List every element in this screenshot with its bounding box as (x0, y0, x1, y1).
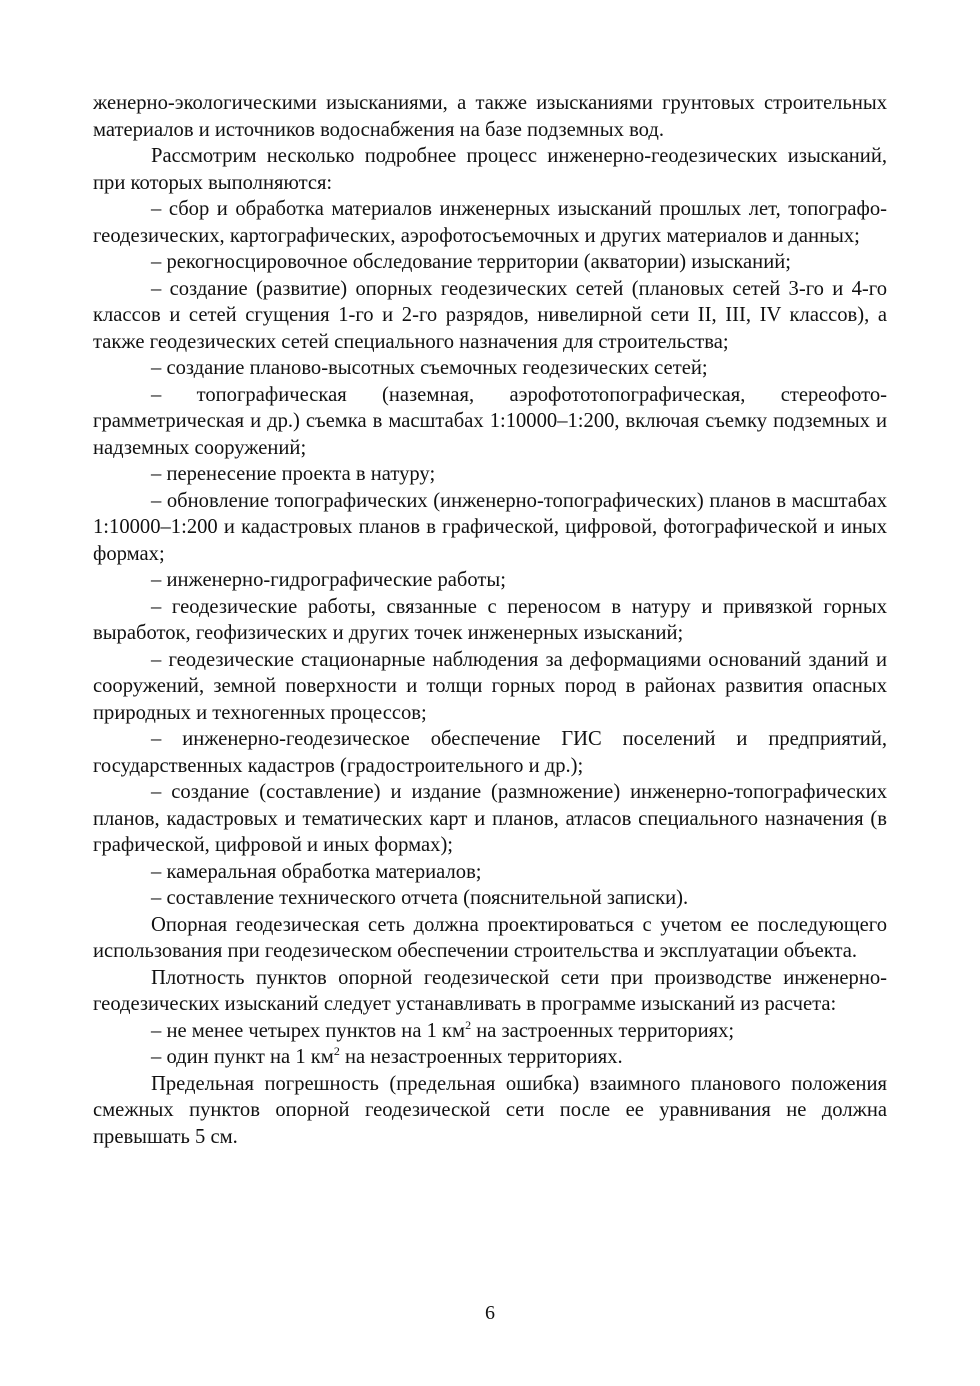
list-item-collection: – сбор и обработка материалов инженерных изысканий прошлых лет, топографо-геодезических, картографических, аэрофотосъемочных и других материалов и данных; (93, 198, 887, 247)
list-item-technical-report: – составление технического отчета (пояснительной записки). (151, 887, 689, 909)
density-text: на незастроенных территориях. (339, 1046, 623, 1068)
superscript: 2 (333, 1044, 340, 1058)
list-item-control-networks: – создание (развитие) опорных геодезических сетей (плановых сетей 3-го и 4-го классов и сетей сгущения 1-го и 2-го разрядов, нивелирной сети II, III, IV классов), а также геодезических сетей специального назначения для строительства; (93, 277, 887, 353)
page-number: 6 (485, 1302, 495, 1324)
density-text: – один пункт на 1 км (151, 1046, 334, 1068)
list-item-survey-networks: – создание планово-высотных съемочных геодезических сетей; (151, 357, 708, 379)
list-item-topographic-survey: – топографическая (наземная, аэрофототопографическая, стереофотограмметрическая и др.) съемка в масштабах 1:10000–1:200, включая съемку подземных и надземных сооружений; (93, 383, 887, 459)
list-item-reconnaissance: – рекогносцировочное обследование территории (акватории) изысканий; (151, 251, 791, 273)
list-item-built-up-density (93, 1018, 887, 1045)
list-item-office-processing: – камеральная обработка материалов; (151, 860, 482, 883)
list-item-geodetic-binding: – геодезические работы, связанные с переносом в натуру и привязкой горных выработок, геофизических и других точек инженерных изысканий; (93, 595, 887, 644)
document-page (93, 90, 887, 1150)
list-item-deformation-monitoring: – геодезические стационарные наблюдения за деформациями оснований зданий и сооружений, земной поверхности и толщи горных пород в районах развития опасных природных и техногенных процессов; (93, 648, 887, 724)
list-item-hydrographic: – инженерно-гидрографические работы; (151, 569, 506, 591)
density-text: – не менее четырех пунктов на 1 км (151, 1019, 466, 1042)
list-item-undeveloped-density (93, 1044, 887, 1071)
list-item-staking-out: – перенесение проекта в натуру; (151, 463, 436, 485)
density-text: на застроенных территориях; (471, 1019, 735, 1042)
paragraph-intro: Рассмотрим несколько подробнее процесс инженерно-геодезических изысканий, при которых выполняются: (93, 145, 887, 194)
superscript: 2 (465, 1017, 472, 1032)
paragraph-error-limit: Предельная погрешность (предельная ошибка) взаимного планового положения смежных пунктов опорной геодезической сети после ее уравнивания не должна превышать 5 см. (93, 1072, 887, 1148)
paragraph-point-density: Плотность пунктов опорной геодезической сети при производстве инженерно-геодезических изысканий следует устанавливать в программе изысканий из расчета: (93, 966, 887, 1015)
list-item-gis-support: – инженерно-геодезическое обеспечение ГИС поселений и предприятий, государственных кадастров (градостроительного и др.); (93, 728, 887, 777)
list-item-map-updating: – обновление топографических (инженерно-топографических) планов в масштабах 1:10000–1:200 и кадастровых планов в графической, цифровой, фотографической и иных формах; (93, 489, 887, 565)
paragraph-network-design: Опорная геодезическая сеть должна проектироваться с учетом ее последующего использования при геодезическом обеспечении строительства и эксплуатации объекта. (93, 913, 887, 962)
paragraph-continuation: женерно-экологическими изысканиями, а также изысканиями грунтовых строительных материалов и источников водоснабжения на базе подземных вод. (93, 92, 887, 141)
list-item-map-publishing: – создание (составление) и издание (размножение) инженерно-топографических планов, кадастровых и тематических карт и планов, атласов специального назначения (в графической, цифровой и иных формах); (93, 781, 887, 856)
